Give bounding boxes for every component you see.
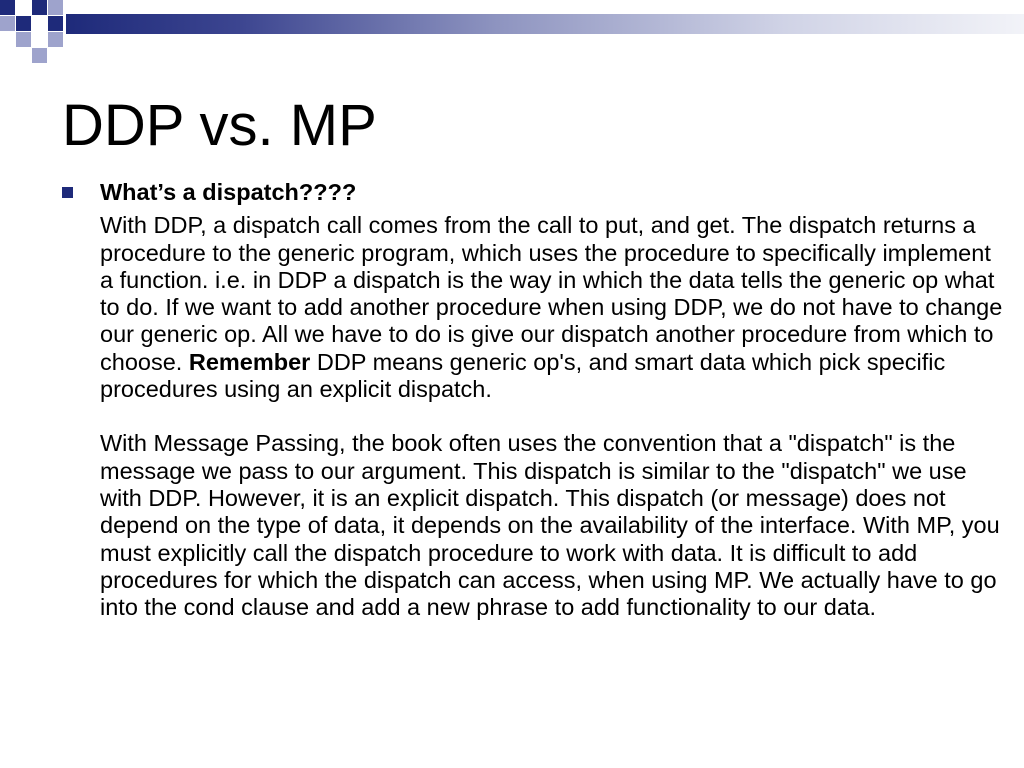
- bullet-question: What’s a dispatch????: [100, 179, 357, 205]
- ddp-paragraph-text: With DDP, a dispatch call comes from the call to put, and get. The dispatch returns a procedure to the generic program, which uses the procedure to specifically implement a function. i.e. in DDP a dispatch is the way in which the data tells the generic op what to do. If we want to add another procedure when using DDP, we do not have to change our generic op. All we have to do is give our dispatch another procedure from which to choose.: [100, 212, 1003, 375]
- deco-square: [0, 0, 15, 15]
- slide-title: DDP vs. MP: [62, 93, 377, 158]
- deco-square: [48, 0, 63, 15]
- deco-square: [16, 16, 31, 31]
- ddp-paragraph-tail: DDP means generic op's, and smart data which pick specific procedures using an explicit dispatch.: [100, 348, 946, 403]
- bullet-marker: [62, 187, 73, 198]
- header-decoration: [0, 0, 1024, 62]
- deco-square: [32, 48, 47, 63]
- deco-square: [16, 32, 31, 47]
- header-gradient-bar: [66, 14, 1024, 34]
- deco-square: [48, 16, 63, 31]
- deco-square: [32, 0, 47, 15]
- mp-paragraph: With Message Passing, the book often uses the convention that a "dispatch" is the message we pass to our argument. This dispatch is similar to the "dispatch" we use with DDP. However, it is an explicit dispatch. This dispatch (or message) does not depend on the type of data, it depends on the availability of the interface. With MP, you must explicitly call the dispatch procedure to work with data. It is difficult to add procedures for which the dispatch can access, when using MP. We actually have to go into the cond clause and add a new phrase to add functionality to our data.: [100, 430, 1000, 621]
- bullet-content: [100, 179, 1005, 621]
- deco-square: [48, 32, 63, 47]
- ddp-paragraph: [100, 212, 1005, 403]
- remember-emphasis: Remember: [188, 348, 311, 375]
- deco-square: [0, 16, 15, 31]
- deco-square: [16, 0, 31, 15]
